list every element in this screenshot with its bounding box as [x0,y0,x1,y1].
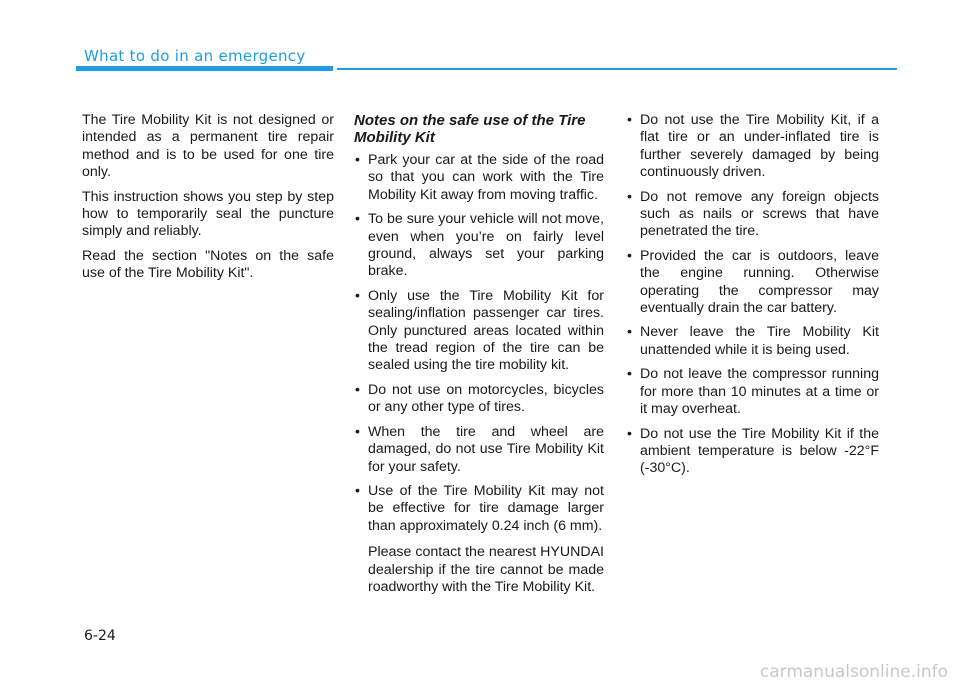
list-item-followup: Please contact the nearest HYUNDAI dealership if the tire cannot be made roadworthy with the Tire Mobility Kit. [368,544,604,595]
list-item: • Do not use on motorcycles, bicycles or any other type of tires. [355,381,604,416]
watermark-link[interactable]: carmanualsonline.info [759,662,948,682]
header-rule-thick [76,66,333,71]
list-item-text: Do not use on motorcycles, bicycles or any other type of tires. [368,381,604,416]
list-item: • Do not remove any foreign objects such as nails or screws that have penetrated the tire. [627,188,879,240]
list-item: • Use of the Tire Mobility Kit may not be effective for tire damage larger than approximately 0.24 inch (6 mm). Please contact the nearest HYUNDAI dealership if the tire cannot be made roadworthy with the Tire Mobility Kit. [355,482,604,595]
list-item-text: Provided the car is outdoors, leave the engine running. Otherwise operating the compressor may eventually drain the car battery. [640,247,879,317]
list-item-text: To be sure your vehicle will not move, even when you’re on fairly level ground, always set your parking brake. [368,211,604,280]
column-safety-notes-continued [626,112,879,485]
intro-paragraph: The Tire Mobility Kit is not designed or intended as a permanent tire repair method and is to be used for one tire only. [82,112,334,181]
list-item: • Never leave the Tire Mobility Kit unattended while it is being used. [627,324,879,358]
list-item: • When the tire and wheel are damaged, do not use Tire Mobility Kit for your safety. [355,423,604,475]
page-number: 6-24 [84,628,116,644]
list-item-text: Only use the Tire Mobility Kit for sealing/inflation passenger car tires. Only punctured areas located within the tread region of the tire can be sealed using the tire mobility kit. [368,287,604,374]
list-item-text: Do not leave the compressor running for more than 10 minutes at a time or it may overheat. [640,366,879,418]
list-item-text: Park your car at the side of the road so that you can work with the Tire Mobility Kit away from moving traffic. [368,152,604,203]
list-item-text: Do not use the Tire Mobility Kit if the ambient temperature is below -22°F (-30°C). [640,425,879,477]
list-item: • Do not leave the compressor running for more than 10 minutes at a time or it may overheat. [627,366,879,418]
list-item: • To be sure your vehicle will not move, even when you’re on fairly level ground, always set your parking brake. [355,211,604,280]
list-item-text: When the tire and wheel are damaged, do not use Tire Mobility Kit for your safety. [368,423,604,475]
list-item-text: Use of the Tire Mobility Kit may not be effective for tire damage larger than approximately 0.24 inch (6 mm). [368,482,604,534]
safety-notes-heading: Notes on the safe use of the Tire Mobility Kit [354,112,586,146]
list-item: • Only use the Tire Mobility Kit for sealing/inflation passenger car tires. Only punctured areas located within the tread region of the tire can be sealed using the tire mobility kit. [355,287,604,374]
column-safety-notes [354,112,604,603]
intro-paragraph: This instruction shows you step by step how to temporarily seal the puncture simply and reliably. [82,188,334,240]
list-item-text: Never leave the Tire Mobility Kit unattended while it is being used. [640,324,879,358]
list-item-text: Do not remove any foreign objects such as nails or screws that have penetrated the tire. [640,188,879,240]
list-item: • Do not use the Tire Mobility Kit if the ambient temperature is below -22°F (-30°C). [627,425,879,477]
list-item: • Do not use the Tire Mobility Kit, if a flat tire or an under-inflated tire is further severely damaged by being continuously driven. [627,112,879,181]
list-item: • Park your car at the side of the road so that you can work with the Tire Mobility Kit away from moving traffic. [355,152,604,203]
safety-notes-list [354,152,604,596]
list-item-text: Do not use the Tire Mobility Kit, if a flat tire or an under-inflated tire is further severely damaged by being continuously driven. [640,112,879,181]
section-title: What to do in an emergency [84,47,306,65]
header-rule-thin [337,68,897,70]
list-item: • Provided the car is outdoors, leave the engine running. Otherwise operating the compressor may eventually drain the car battery. [627,247,879,317]
safety-notes-list-continued [626,112,879,478]
column-intro [82,112,334,290]
intro-paragraph: Read the section "Notes on the safe use of the Tire Mobility Kit". [82,247,334,282]
